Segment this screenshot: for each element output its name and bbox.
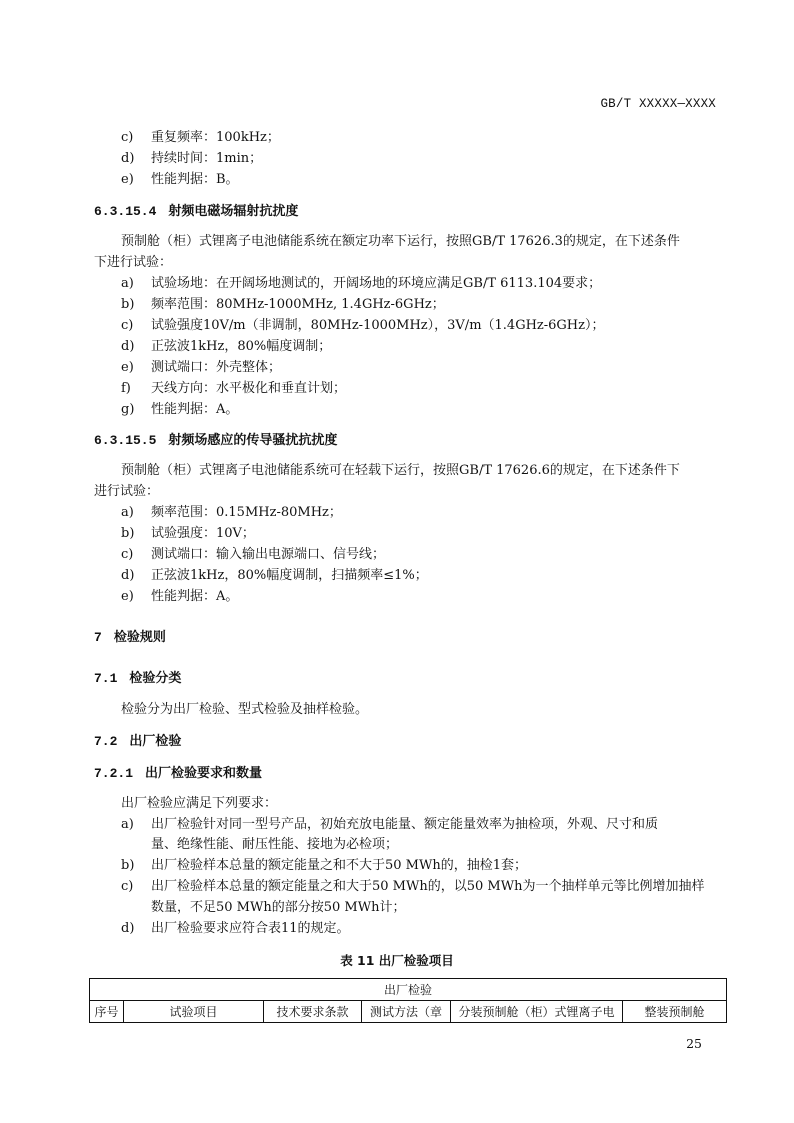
list-label: a) [121, 505, 134, 520]
list-text: 出厂检验样本总量的额定能量之和不大于50 MWh的，抽检1套； [151, 858, 527, 873]
list-text: 正弦波1kHz，80%幅度调制，扫描频率≤1%； [151, 568, 428, 583]
list-text: 测试端口：输入输出电源端口、信号线； [151, 547, 386, 562]
list-item [121, 358, 281, 378]
table-group-header-row [90, 979, 727, 1001]
list-text: 出厂检验要求应符合表11的规定。 [151, 921, 350, 936]
column-header: 序号 [90, 1001, 124, 1023]
list-label: c) [121, 130, 134, 145]
list-text: 天线方向：水平极化和垂直计划； [151, 381, 347, 396]
column-header: 分装预制舱（柜）式锂离子电 [451, 1001, 623, 1023]
list-text: 性能判据：A。 [151, 589, 239, 604]
section-heading-7-1 [94, 669, 181, 689]
list-label: b) [121, 858, 135, 873]
list-text: 试验强度：10V； [151, 526, 255, 541]
table-11 [89, 978, 727, 1023]
list-text: 试验场地：在开阔场地测试的，开阔场地的环境应满足GB/T 6113.104要求； [151, 276, 602, 291]
list-label: b) [121, 526, 135, 541]
list-text: 性能判据：A。 [151, 402, 239, 417]
list-label: d) [121, 339, 135, 354]
list-label: d) [121, 921, 135, 936]
section-title: 出厂检验 [129, 734, 182, 749]
section-title: 射频电磁场辐射抗扰度 [168, 204, 299, 219]
list-item [121, 815, 658, 835]
list-label: a) [121, 817, 134, 832]
list-item [121, 170, 239, 190]
list-item-continuation: 数量，不足50 MWh的部分按50 MWh计； [151, 900, 406, 915]
table-caption: 表 11 出厂检验项目 [340, 953, 454, 968]
section-heading-6-3-15-5 [94, 431, 337, 451]
list-item [121, 337, 331, 357]
list-label: b) [121, 297, 135, 312]
list-text: 持续时间：1min； [151, 151, 263, 166]
section-title: 检验规则 [113, 630, 166, 645]
section-heading-7-2-1 [94, 764, 262, 784]
list-text: 出厂检验样本总量的额定能量之和大于50 MWh的，以50 MWh为一个抽样单元等比例增加抽样 [151, 879, 705, 894]
list-item [121, 919, 350, 939]
section-number: 6.3.15.4 [94, 204, 157, 219]
column-header: 试验项目 [124, 1001, 264, 1023]
paragraph: 预制舱（柜）式锂离子电池储能系统在额定功率下运行，按照GB/T 17626.3的规定，在下述条件 [121, 234, 680, 249]
list-item [121, 524, 255, 544]
list-label: g) [121, 402, 135, 417]
list-item-continuation: 量、绝缘性能、耐压性能、接地为必检项； [151, 837, 399, 852]
list-item [121, 149, 262, 169]
table-header-row [90, 1001, 727, 1023]
section-number: 6.3.15.5 [94, 433, 157, 448]
list-item [121, 295, 445, 315]
column-header: 整装预制舱 [623, 1001, 727, 1023]
list-label: c) [121, 879, 134, 894]
paragraph: 检验分为出厂检验、型式检验及抽样检验。 [121, 702, 369, 717]
list-item [121, 856, 527, 876]
section-number: 7.2 [94, 734, 118, 749]
table-group-header: 出厂检验 [90, 979, 727, 1001]
section-heading-7-2 [94, 732, 181, 752]
list-label: d) [121, 568, 135, 583]
section-title: 出厂检验要求和数量 [145, 766, 263, 781]
list-item [121, 545, 385, 565]
paragraph: 出厂检验应满足下列要求： [121, 796, 278, 811]
list-item [121, 128, 280, 148]
list-label: c) [121, 547, 134, 562]
section-title: 检验分类 [129, 671, 182, 686]
list-label: e) [121, 589, 134, 604]
section-number: 7.1 [94, 671, 118, 686]
section-title: 射频场感应的传导骚扰抗扰度 [168, 433, 338, 448]
standard-number-header: GB/T XXXXX—XXXX [600, 97, 716, 111]
list-text: 频率范围：0.15MHz-80MHz； [151, 505, 342, 520]
section-number: 7 [94, 630, 102, 645]
section-number: 7.2.1 [94, 766, 134, 781]
list-item [121, 503, 342, 523]
list-item [121, 877, 704, 897]
paragraph: 预制舱（柜）式锂离子电池储能系统可在轻载下运行，按照GB/T 17626.6的规定，在下述条件下 [121, 463, 680, 478]
list-text: 正弦波1kHz，80%幅度调制； [151, 339, 332, 354]
list-text: 频率范围：80MHz-1000MHz, 1.4GHz-6GHz； [151, 297, 445, 312]
page-number: 25 [686, 1036, 702, 1051]
list-label: e) [121, 360, 134, 375]
list-item [121, 316, 605, 336]
list-text: 出厂检验针对同一型号产品，初始充放电能量、额定能量效率为抽检项，外观、尺寸和质 [151, 817, 659, 832]
list-item [121, 400, 238, 420]
list-text: 性能判据：B。 [151, 172, 239, 187]
list-text: 测试端口：外壳整体； [151, 360, 282, 375]
list-text: 重复频率：100kHz； [151, 130, 280, 145]
chapter-heading-7 [94, 628, 166, 648]
list-item [121, 379, 346, 399]
section-heading-6-3-15-4 [94, 202, 298, 222]
list-label: c) [121, 318, 134, 333]
list-label: a) [121, 276, 134, 291]
list-item [121, 274, 601, 294]
paragraph-continuation: 下进行试验： [94, 255, 173, 270]
column-header: 测试方法（章 [362, 1001, 451, 1023]
list-label: e) [121, 172, 134, 187]
list-item [121, 587, 238, 607]
list-label: f) [121, 381, 131, 396]
list-label: d) [121, 151, 135, 166]
column-header: 技术要求条款 [264, 1001, 362, 1023]
paragraph-continuation: 进行试验： [94, 484, 160, 499]
list-item [121, 566, 428, 586]
list-text: 试验强度10V/m（非调制，80MHz-1000MHz），3V/m（1.4GHz-6GHz）； [151, 318, 605, 333]
